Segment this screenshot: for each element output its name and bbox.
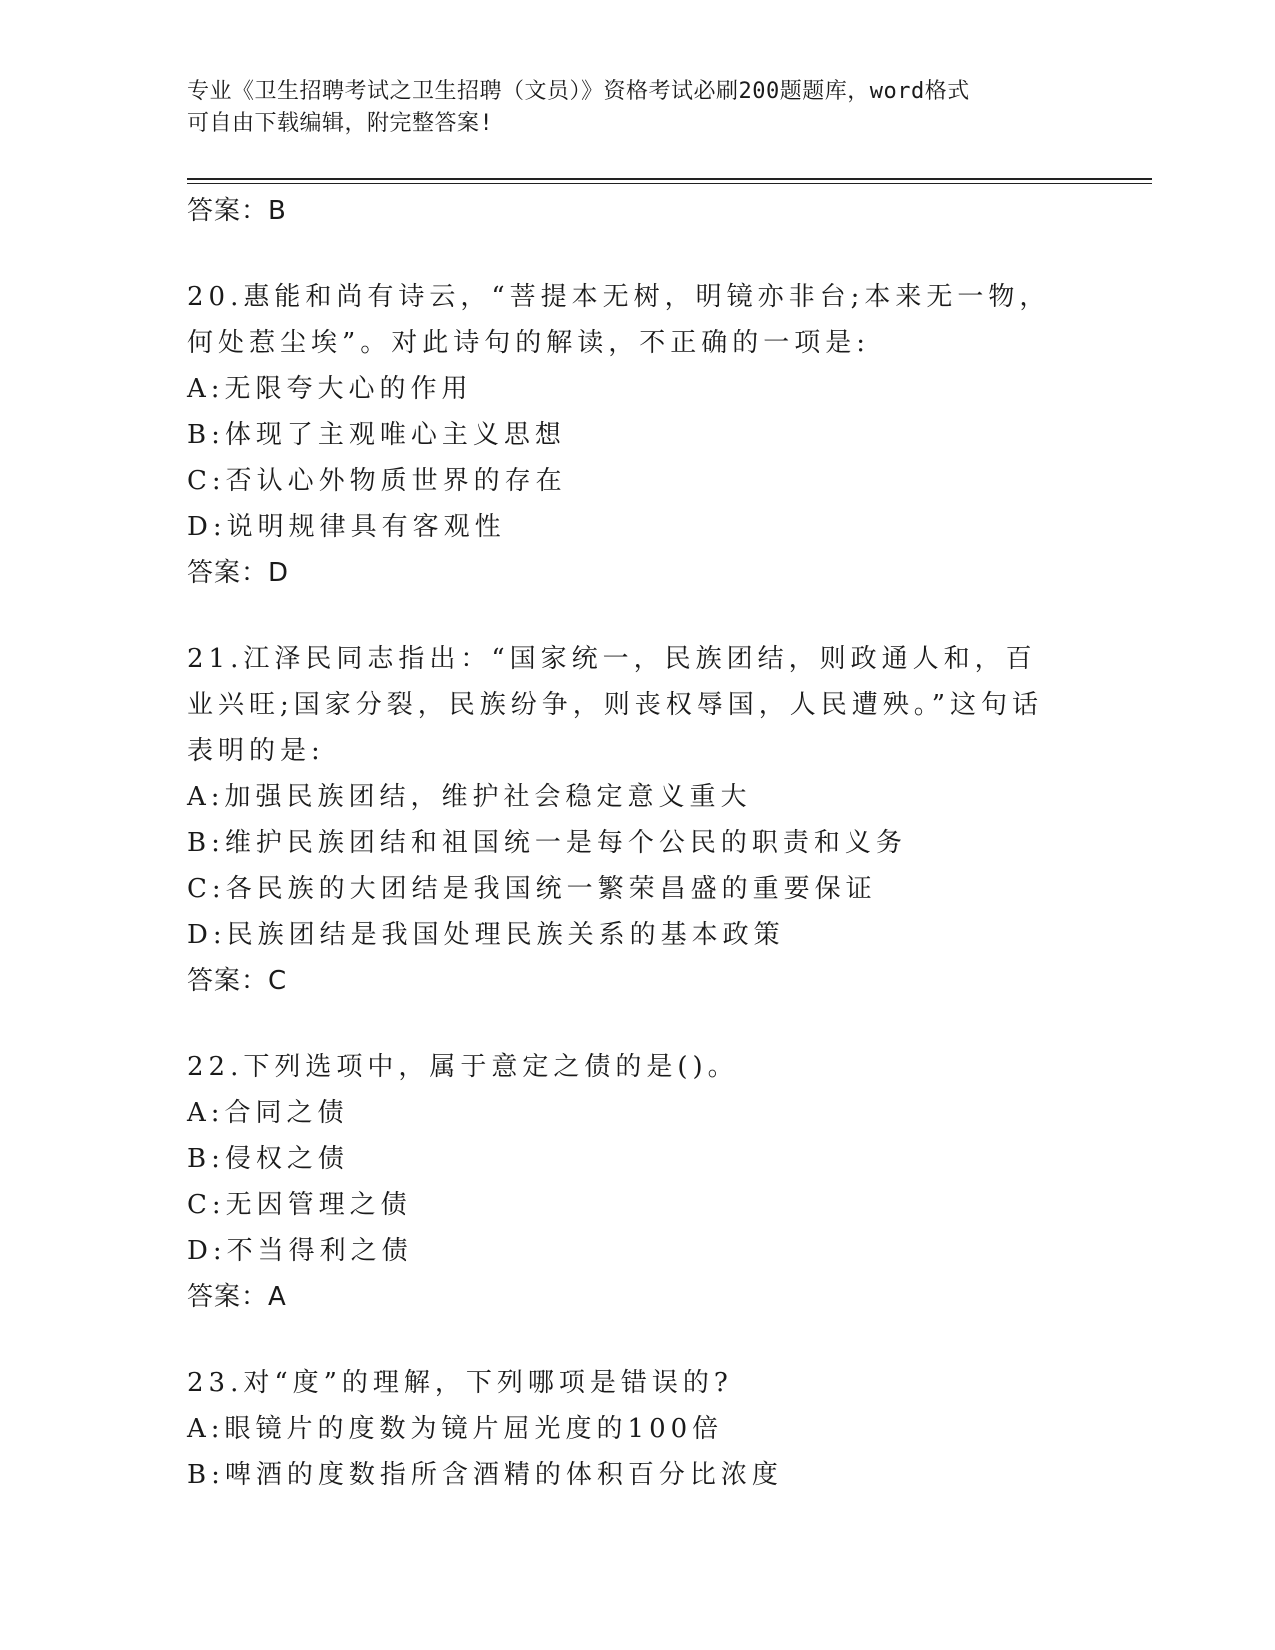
header-line-1: 专业《卫生招聘考试之卫生招聘（文员）》资格考试必刷200题题库，word格式 [187,79,970,104]
option-a: A:无限夸大心的作用 [187,374,473,404]
question-answer: 答案：D [187,558,290,588]
question-20 [187,274,1152,596]
document-header [187,76,1067,140]
previous-answer: 答案：B [187,196,287,226]
option-c: C:无因管理之债 [187,1190,412,1220]
header-line-2: 可自由下载编辑，附完整答案! [187,111,494,136]
option-b: B:啤酒的度数指所含酒精的体积百分比浓度 [187,1460,783,1490]
header-divider-thick [187,178,1152,180]
question-answer: 答案：A [187,1282,287,1312]
question-stem: 23.对“度”的理解，下列哪项是错误的? [187,1368,733,1398]
option-d: D:不当得利之债 [187,1236,413,1266]
option-c: C:否认心外物质世界的存在 [187,466,567,496]
question-stem: 22.下列选项中，属于意定之债的是()。 [187,1052,739,1082]
question-list [187,188,1152,1498]
option-a: A:加强民族团结，维护社会稳定意义重大 [187,782,752,812]
option-a: A:合同之债 [187,1098,349,1128]
option-d: D:说明规律具有客观性 [187,512,506,542]
question-21 [187,636,1152,1004]
question-23 [187,1360,1152,1498]
option-b: B:体现了主观唯心主义思想 [187,420,566,450]
option-d: D:民族团结是我国处理民族关系的基本政策 [187,920,785,950]
question-answer: 答案：C [187,966,288,996]
option-b: B:侵权之债 [187,1144,349,1174]
option-a: A:眼镜片的度数为镜片屈光度的100倍 [187,1414,724,1444]
option-b: B:维护民族团结和祖国统一是每个公民的职责和义务 [187,828,907,858]
header-divider-thin [187,183,1152,184]
document-page [187,0,1152,1650]
option-c: C:各民族的大团结是我国统一繁荣昌盛的重要保证 [187,874,877,904]
question-stem: 21.江泽民同志指出：“国家统一，民族团结，则政通人和，百业兴旺;国家分裂，民族纷争，则丧权辱国，人民遭殃。”这句话表明的是: [187,644,1044,766]
question-stem: 20.惠能和尚有诗云，“菩提本无树，明镜亦非台;本来无一物，何处惹尘埃”。对此诗句的解读，不正确的一项是: [187,282,1051,358]
question-22 [187,1044,1152,1320]
